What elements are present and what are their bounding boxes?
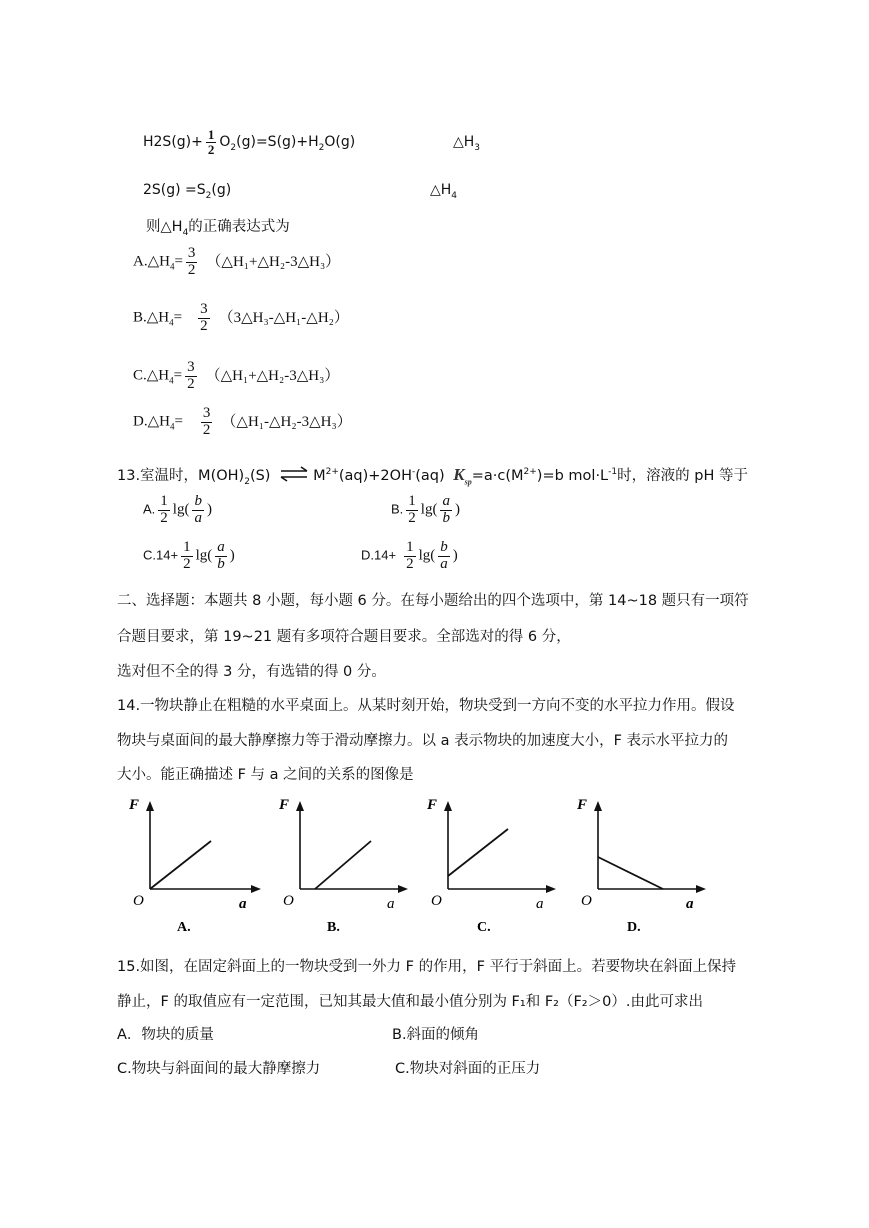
graph-b-caption: B. — [327, 920, 340, 935]
q13-option-d — [361, 540, 458, 573]
q13-d-den: 2 — [406, 555, 414, 572]
q12-a-den: 2 — [187, 261, 196, 278]
graph-b-line — [315, 841, 371, 889]
q13-stem — [117, 464, 748, 487]
q13-c-inner-num: a — [217, 539, 225, 555]
q12-b-label: B.△H — [133, 309, 170, 326]
q14-line2: 物块与桌面间的最大静摩擦力等于滑动摩擦力。以 a 表示物块的加速度大小，F 表示水平拉力的 — [117, 733, 729, 749]
q13-d-half — [404, 540, 416, 573]
section2-line1: 二、选择题：本题共 8 小题，每小题 6 分。在每小题给出的四个选项中，第 14~18 题只有一项符 — [117, 593, 749, 609]
graph-c-line — [448, 829, 508, 876]
q14-line1: 14.一物块静止在粗糙的水平桌面上。从某时刻开始，物块受到一方向不变的水平拉力作用。假设 — [117, 698, 735, 714]
q12-b-fraction — [198, 302, 210, 335]
q12-option-d — [133, 406, 352, 439]
q12-b-den: 2 — [200, 317, 208, 334]
graph-d-caption: D. — [627, 920, 641, 935]
q13-a-label: A. — [143, 501, 156, 517]
equation-h4 — [143, 182, 231, 201]
q12-c-den: 2 — [187, 375, 195, 392]
q13-stem-a-sub: 2 — [244, 476, 250, 487]
eq3-o-sub: 2 — [230, 142, 237, 153]
q13-c-num: 1 — [183, 539, 191, 555]
ksp-sub: sp — [464, 477, 472, 487]
q12-d-fraction — [201, 406, 213, 439]
q12-c-sub: 4 — [169, 375, 174, 386]
q13-d-num: 1 — [406, 539, 414, 555]
q13-d-inner-num: b — [440, 539, 448, 555]
q13-b-label: B. — [391, 501, 404, 517]
q12-b-eq: = — [173, 309, 183, 326]
graph-a-caption: A. — [177, 920, 191, 935]
q12-c-fraction — [185, 360, 197, 393]
q12-a-eq: = — [174, 253, 183, 270]
delta-h3-sub: 3 — [474, 142, 481, 153]
q12-d-eq: = — [174, 413, 183, 430]
graph-d — [565, 793, 715, 947]
q12-prompt-sub: 4 — [182, 227, 189, 238]
eq3-left: H2S(g)+ — [143, 134, 203, 151]
eq4-left: 2S(g) =S — [143, 182, 206, 198]
graph-b-xlabel: a — [387, 896, 395, 912]
q13-c-den: 2 — [183, 555, 191, 572]
q13-b-close: ) — [454, 501, 460, 518]
section2-line2: 合题目要求，第 19~21 题有多项符合题目要求。全部选对的得 6 分， — [117, 629, 571, 645]
delta-h4-sub: 4 — [451, 190, 458, 201]
graph-b-origin: O — [283, 893, 294, 909]
q12-d-den: 2 — [202, 421, 211, 438]
graph-b-ylabel: F — [279, 797, 290, 813]
q13-stem-g-sup: -1 — [608, 467, 618, 478]
q12-prompt — [146, 215, 290, 238]
q12-option-b — [133, 302, 349, 335]
graph-a — [117, 793, 267, 947]
q13-stem-e: (aq) — [415, 468, 445, 484]
graph-a-ylabel: F — [129, 797, 140, 813]
q13-c-label: C.14+ — [143, 547, 179, 563]
q13-a-half — [158, 494, 170, 527]
delta-h4-text: △H — [430, 182, 452, 198]
q13-d-inner-den: a — [440, 555, 448, 572]
q12-prompt-text: 则△H — [146, 219, 183, 235]
q13-option-a — [143, 494, 212, 527]
graph-d-ylabel: F — [577, 797, 588, 813]
q12-a-expr: （△H₁+△H₂-3△H₃） — [206, 253, 341, 270]
q13-c-close: ) — [229, 547, 235, 564]
eq4-s-sub: 2 — [205, 190, 212, 201]
graph-c — [415, 793, 565, 947]
q12-a-label: A.△H — [133, 253, 170, 270]
q15-option-b: B.斜面的倾角 — [392, 1027, 480, 1043]
q13-a-inner — [192, 494, 204, 527]
eq4-right: (g) — [211, 182, 232, 198]
q13-b-num: 1 — [408, 493, 416, 509]
graph-a-origin: O — [133, 893, 144, 909]
q13-a-fn: lg( — [172, 501, 190, 518]
q13-option-b — [391, 494, 460, 527]
q12-a-sub: 4 — [169, 261, 175, 272]
eq3-o: O — [219, 134, 231, 151]
q13-stem-g: )=b mol·L — [536, 468, 609, 484]
q12-d-num: 3 — [202, 405, 211, 421]
q13-c-inner-den: b — [217, 555, 225, 572]
q13-stem-d: (aq)+2OH — [338, 468, 412, 484]
delta-h3-text: △H — [453, 134, 475, 150]
q15-option-a: A．物块的质量 — [117, 1027, 214, 1043]
q13-stem-b: (S) — [249, 468, 271, 484]
q13-a-inner-den: a — [194, 509, 202, 526]
q12-d-sub: 4 — [169, 421, 175, 432]
q13-a-num: 1 — [160, 493, 168, 509]
ksp-symbol — [453, 465, 472, 487]
eq3-fraction — [206, 128, 217, 156]
q12-a-fraction — [186, 246, 198, 279]
q13-b-fn: lg( — [420, 501, 438, 518]
eq3-end: O(g) — [324, 134, 356, 151]
graph-c-xlabel: a — [536, 896, 544, 912]
eq3-h-sub: 2 — [318, 142, 325, 153]
q12-d-label: D.△H — [133, 413, 170, 430]
q13-c-inner — [215, 540, 227, 573]
eq3-mid: (g)=S(g)+H — [236, 134, 319, 151]
q12-c-eq: = — [173, 367, 183, 384]
q13-d-inner — [438, 540, 450, 573]
equation-h3 — [143, 128, 355, 156]
q13-a-close: ) — [206, 501, 212, 518]
q13-stem-a: 13.室温时，M(OH) — [117, 468, 245, 484]
graph-a-xlabel: a — [239, 896, 247, 912]
q13-stem-c: M — [313, 468, 326, 484]
graph-c-origin: O — [431, 893, 442, 909]
ksp-k: K — [453, 465, 465, 484]
q13-a-den: 2 — [160, 509, 168, 526]
q12-c-expr: （△H₁+△H₂-3△H₃） — [205, 367, 340, 384]
q15-option-c: C.物块与斜面间的最大静摩擦力 — [117, 1061, 321, 1077]
q13-c-fn: lg( — [195, 547, 213, 564]
graph-d-origin: O — [581, 893, 592, 909]
q15-line2: 静止，F 的取值应有一定范围，已知其最大值和最小值分别为 F₁和 F₂（F₂＞0）.由此可求出 — [117, 994, 703, 1010]
q13-stem-c-sup: 2+ — [325, 467, 339, 478]
q15-option-d: C.物块对斜面的正压力 — [395, 1061, 541, 1077]
q12-b-expr: （3△H₃-△H₁-△H₂） — [218, 309, 349, 326]
graph-c-caption: C. — [477, 920, 491, 935]
graph-a-line — [150, 841, 211, 889]
q12-c-label: C.△H — [133, 367, 170, 384]
q13-b-den: 2 — [408, 509, 416, 526]
q12-a-num: 3 — [187, 245, 196, 261]
q13-d-close: ) — [452, 547, 458, 564]
eq3-frac-num: 1 — [207, 127, 215, 142]
q13-c-half — [181, 540, 193, 573]
q12-prompt-rest: 的正确表达式为 — [188, 219, 290, 235]
q13-option-c — [143, 540, 235, 573]
q13-a-inner-num: b — [194, 493, 202, 509]
q13-stem-h: 时，溶液的 pH 等于 — [617, 468, 748, 484]
section2-line3: 选对但不全的得 3 分，有选错的得 0 分。 — [117, 664, 386, 680]
q13-b-inner-num: a — [442, 493, 450, 509]
graph-c-ylabel: F — [427, 797, 438, 813]
q12-b-num: 3 — [200, 301, 208, 317]
graph-d-xlabel: a — [686, 896, 694, 912]
q12-b-sub: 4 — [169, 317, 174, 328]
graph-d-line — [598, 857, 663, 889]
q13-stem-f: =a·c(M — [471, 468, 524, 484]
q13-stem-f-sup: 2+ — [523, 467, 537, 478]
q13-b-inner-den: b — [442, 509, 450, 526]
q13-stem-d-sup: - — [411, 467, 416, 478]
delta-h4 — [430, 182, 457, 201]
q14-line3: 大小。能正确描述 F 与 a 之间的关系的图像是 — [117, 767, 414, 783]
q13-d-fn: lg( — [418, 547, 436, 564]
delta-h3 — [453, 134, 480, 153]
q13-d-label: D.14+ — [361, 547, 397, 563]
q12-d-expr: （△H₁-△H₂-3△H₃） — [221, 413, 352, 430]
q13-b-half — [406, 494, 418, 527]
eq3-frac-den: 2 — [207, 141, 215, 157]
q15-line1: 15.如图，在固定斜面上的一物块受到一外力 F 的作用，F 平行于斜面上。若要物块在斜面上保持 — [117, 959, 737, 975]
graph-b — [267, 793, 417, 947]
equilibrium-arrows-icon — [279, 466, 309, 486]
q12-option-c — [133, 360, 339, 393]
q12-c-num: 3 — [187, 359, 195, 375]
q13-b-inner — [440, 494, 452, 527]
q12-option-a — [133, 246, 340, 279]
